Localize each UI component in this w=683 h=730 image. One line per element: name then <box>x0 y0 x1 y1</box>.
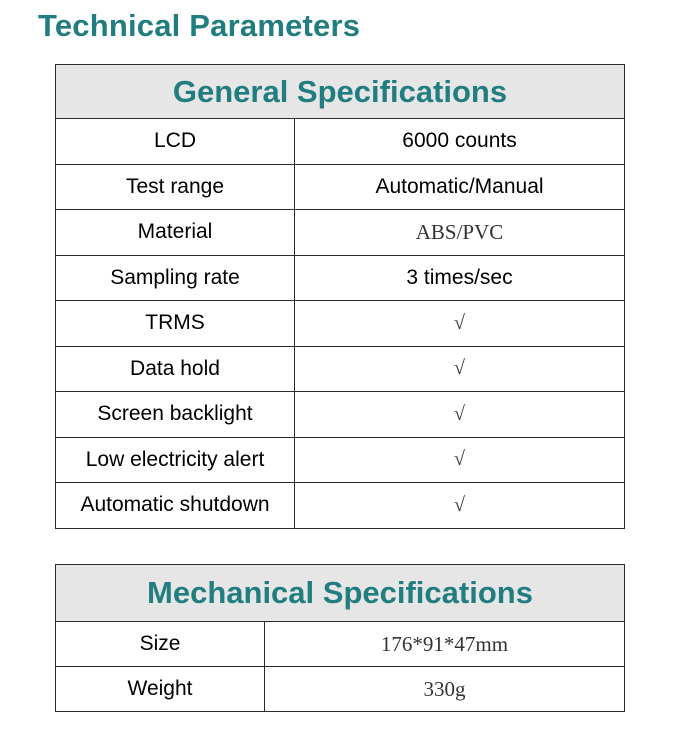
check-mark-icon: √ <box>295 483 625 529</box>
spec-value: Automatic/Manual <box>295 164 625 210</box>
table-row <box>56 346 625 392</box>
spec-label: Weight <box>56 667 265 712</box>
spec-value: 176*91*47mm <box>265 622 625 667</box>
general-specifications-table <box>55 64 625 529</box>
spec-label: Test range <box>56 164 295 210</box>
check-mark-icon: √ <box>295 301 625 347</box>
table-row <box>56 622 625 667</box>
spec-value: ABS/PVC <box>295 210 625 256</box>
mechanical-specifications-heading: Mechanical Specifications <box>56 565 625 622</box>
check-mark-icon: √ <box>295 346 625 392</box>
spec-label: Low electricity alert <box>56 437 295 483</box>
table-row <box>56 301 625 347</box>
spec-label: TRMS <box>56 301 295 347</box>
spec-label: Automatic shutdown <box>56 483 295 529</box>
spec-label: Size <box>56 622 265 667</box>
table-row <box>56 164 625 210</box>
spec-label: Screen backlight <box>56 392 295 438</box>
page-title: Technical Parameters <box>38 8 361 43</box>
mechanical-specifications-table <box>55 564 625 712</box>
spec-label: Data hold <box>56 346 295 392</box>
table-row <box>56 210 625 256</box>
spec-value: 330g <box>265 667 625 712</box>
spec-label: Material <box>56 210 295 256</box>
check-mark-icon: √ <box>295 437 625 483</box>
table-row <box>56 119 625 165</box>
general-specifications-heading: General Specifications <box>56 65 625 119</box>
spec-value: 6000 counts <box>295 119 625 165</box>
table-row <box>56 255 625 301</box>
table-row <box>56 437 625 483</box>
spec-label: LCD <box>56 119 295 165</box>
spec-value: 3 times/sec <box>295 255 625 301</box>
table-row <box>56 392 625 438</box>
spec-label: Sampling rate <box>56 255 295 301</box>
table-row <box>56 483 625 529</box>
table-row <box>56 667 625 712</box>
check-mark-icon: √ <box>295 392 625 438</box>
